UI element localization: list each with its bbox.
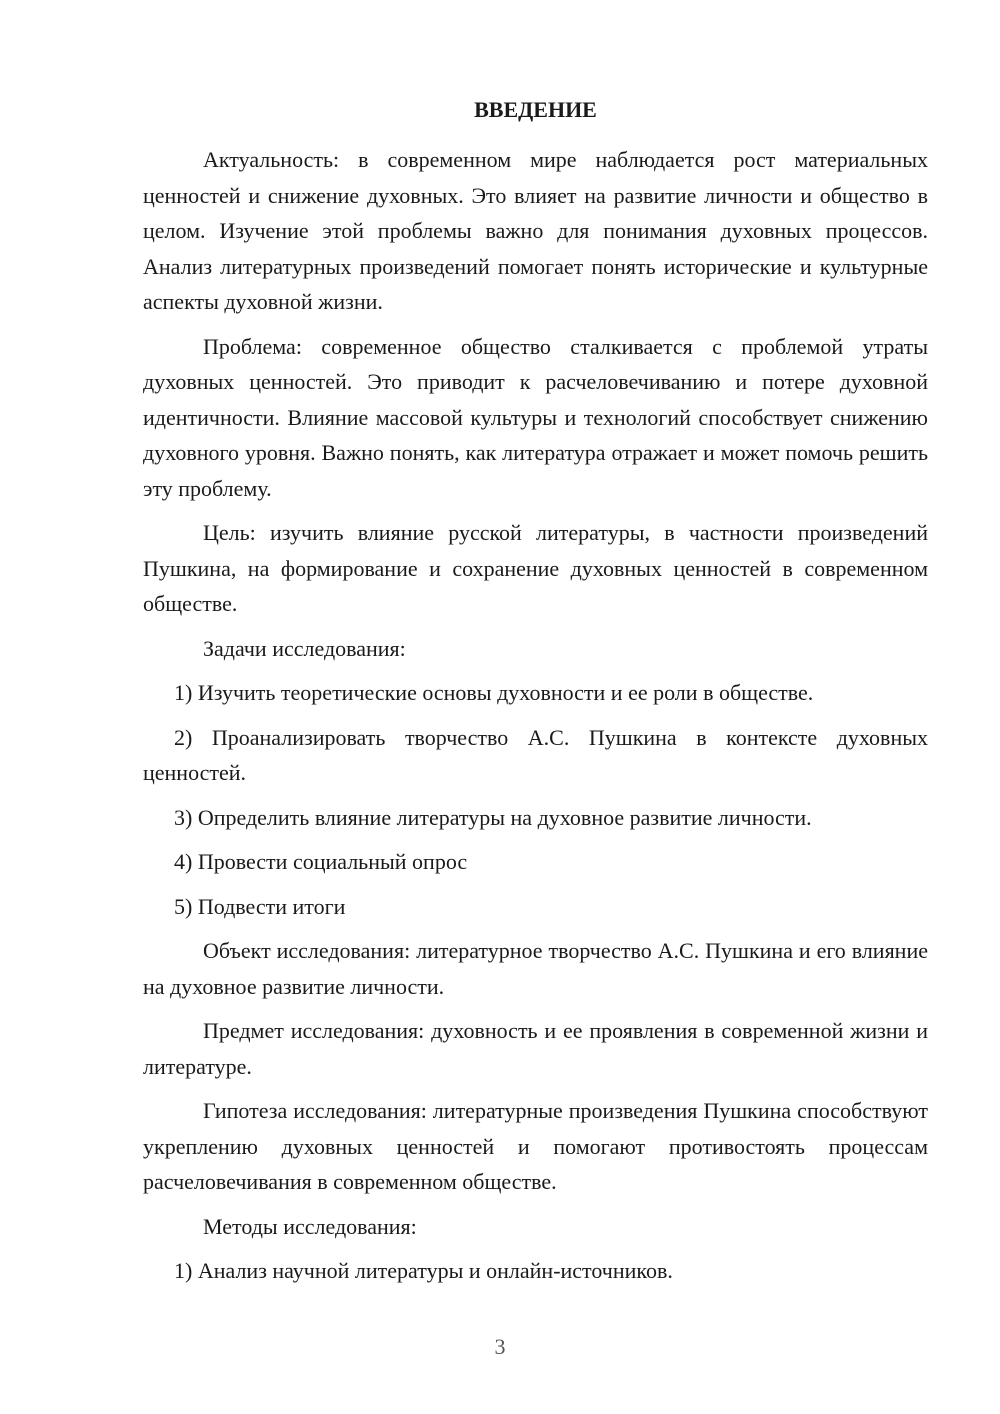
object-paragraph: Объект исследования: литературное творчество А.С. Пушкина и его влияние на духовное развитие личности. — [143, 938, 928, 999]
task-item-2: 2) Проанализировать творчество А.С. Пушкина в контексте духовных ценностей. — [143, 724, 928, 785]
method-item-1: 1) Анализ научной литературы и онлайн-источников. — [174, 1258, 673, 1283]
relevance-paragraph: Актуальность: в современном мире наблюдается рост материальных ценностей и снижение духовных. Это влияет на развитие личности и общество в целом. Изучение этой проблемы важно для понимания духовных процессов. Анализ литературных произведений помогает понять исторические и культурные аспекты духовной жизни. — [143, 147, 928, 314]
page-number: 3 — [494, 1334, 506, 1359]
document-page — [143, 92, 928, 1298]
hypothesis-paragraph: Гипотеза исследования: литературные произведения Пушкина способствуют укреплению духовных ценностей и помогают противостоять процессам расчеловечивания в современном обществе. — [143, 1098, 928, 1194]
tasks-heading: Задачи исследования: — [203, 635, 406, 661]
methods-heading: Методы исследования: — [203, 1213, 417, 1239]
task-item-3: 3) Определить влияние литературы на духовное развитие личности. — [174, 804, 812, 830]
subject-paragraph: Предмет исследования: духовность и ее проявления в современной жизни и литературе. — [143, 1018, 928, 1079]
task-item-1: 1) Изучить теоретические основы духовности и ее роли в обществе. — [174, 680, 814, 705]
task-item-5: 5) Подвести итоги — [174, 893, 346, 919]
section-title: ВВЕДЕНИЕ — [474, 97, 597, 122]
task-item-4: 4) Провести социальный опрос — [174, 849, 468, 874]
goal-paragraph: Цель: изучить влияние русской литературы, в частности произведений Пушкина, на формирование и сохранение духовных ценностей в современном обществе. — [143, 520, 928, 616]
problem-paragraph: Проблема: современное общество сталкивается с проблемой утраты духовных ценностей. Это приводит к расчеловечиванию и потере духовной идентичности. Влияние массовой культуры и технологий способствует снижению духовного уровня. Важно понять, как литература отражает и может помочь решить эту проблему. — [143, 333, 928, 501]
